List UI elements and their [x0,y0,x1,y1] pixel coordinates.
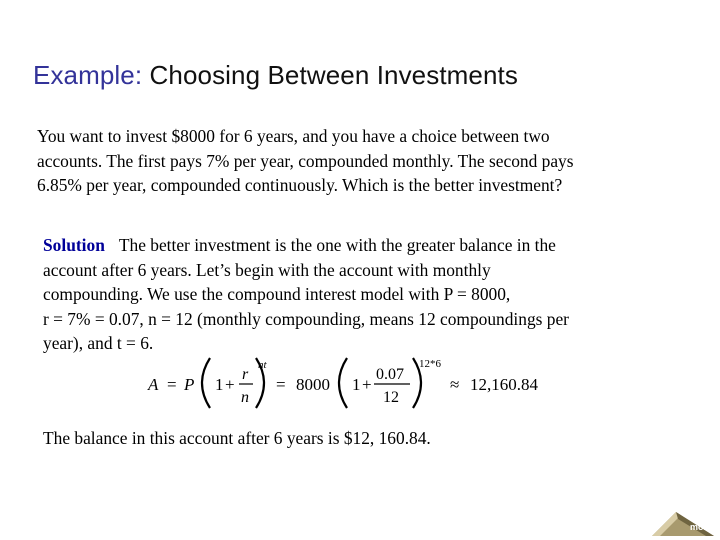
formula-equals-1: = [167,375,177,394]
solution-line [43,233,683,258]
formula-A: A [148,375,159,394]
formula-result: 12,160.84 [470,375,538,394]
solution-line: compounding. We use the compound interest model with P = 8000, [43,284,511,304]
left-paren-1 [202,358,210,408]
formula-P: P [184,375,195,394]
solution-line: year), and t = 6. [43,333,154,353]
title-rest: Choosing Between Investments [149,60,518,90]
formula-equals-2: = [276,375,286,394]
formula-exponent-value: 12*6 [419,358,441,370]
more-button[interactable] [650,510,716,538]
formula-one-a: 1 [215,375,224,394]
formula-plus-b: + [362,375,372,394]
problem-line: You want to invest $8000 for 6 years, and you have a choice between two [37,126,550,146]
solution-label: Solution [43,235,105,255]
formula-periods: 12 [383,389,399,406]
solution-text: The better investment is the one with the greater balance in the [118,235,556,255]
formula-plus-a: + [225,375,235,394]
left-paren-2 [339,358,347,408]
problem-line: accounts. The first pays 7% per year, compounded monthly. The second pays [37,150,574,171]
compound-interest-formula [140,354,560,414]
solution-line: account after 6 years. Let’s begin with the account with monthly [43,259,491,280]
formula-rate: 0.07 [376,366,404,383]
problem-line: 6.85% per year, compounded continuously. Which is the better investment? [37,175,563,195]
solution-paragraph [43,233,683,356]
title-lead: Example: [33,60,143,90]
solution-line: r = 7% = 0.07, n = 12 (monthly compounding, means 12 compoundings per [43,308,569,329]
problem-statement [37,124,677,198]
formula-principal: 8000 [296,375,330,394]
slide-title [33,60,518,91]
formula-approx: ≈ [450,375,460,394]
formula-r: r [242,366,249,383]
more-label: more [689,522,712,532]
formula-n: n [241,389,249,406]
conclusion-text: The balance in this account after 6 years is $12, 160.84. [43,428,431,448]
formula-exponent-nt: nt [258,359,267,371]
formula-one-b: 1 [352,375,361,394]
